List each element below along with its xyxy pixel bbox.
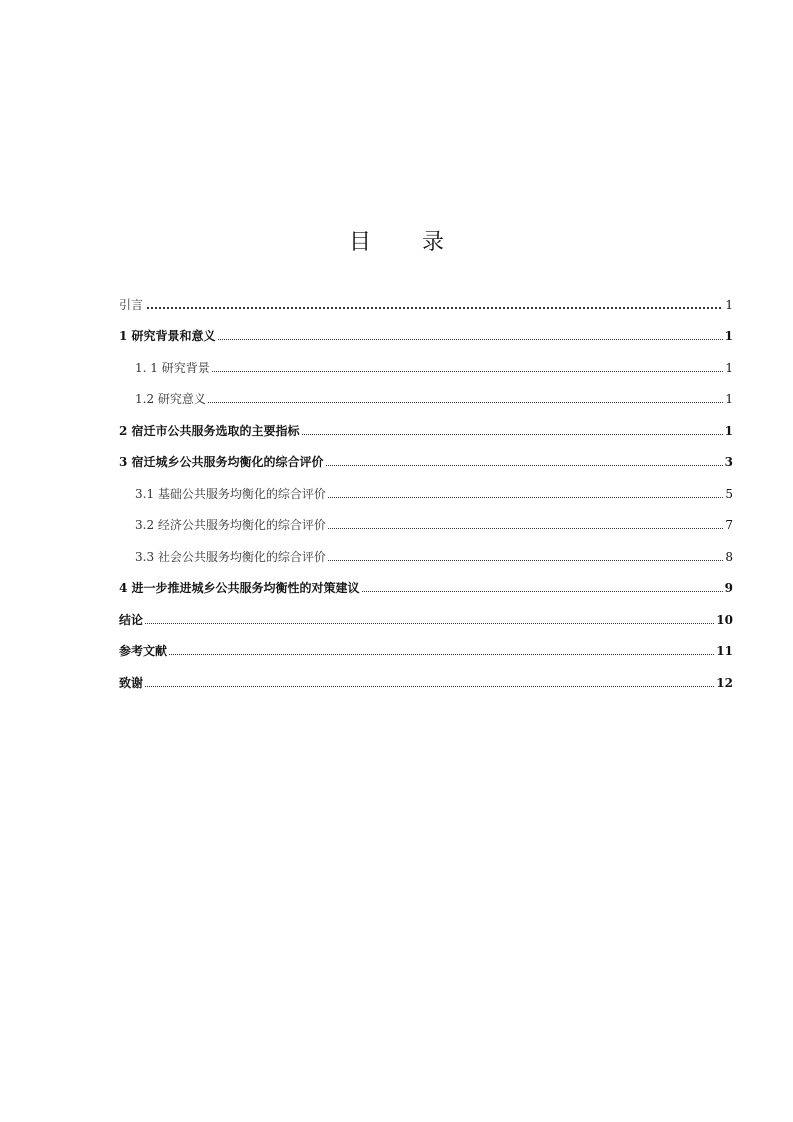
toc-entry-page: 10 (716, 612, 733, 627)
dot-leader (362, 590, 723, 592)
dot-leader (208, 401, 723, 403)
toc-entry-label: 2 宿迁市公共服务选取的主要指标 (119, 423, 300, 438)
toc-entry-label: 3.3 社会公共服务均衡化的综合评价 (135, 549, 326, 564)
toc-entry-page: 12 (716, 675, 733, 690)
toc-entry-label: 1 研究背景和意义 (119, 329, 216, 343)
toc-entry-section-1-1[interactable] (119, 344, 733, 376)
toc-entry-label: 3.1 基础公共服务均衡化的综合评价 (135, 486, 326, 501)
toc-entry-page: 1 (724, 423, 733, 438)
dot-leader (328, 559, 723, 561)
dot-leader (326, 464, 723, 466)
toc-entry-page: 3 (724, 455, 733, 469)
toc-entry-section-3-2[interactable] (119, 502, 733, 534)
toc-entry-section-3-3[interactable] (119, 533, 733, 565)
toc-entry-page: 7 (725, 518, 733, 532)
toc-entry-page: 1 (724, 329, 733, 343)
toc-entry-label: 3 宿迁城乡公共服务均衡化的综合评价 (119, 455, 324, 469)
dot-leader (302, 433, 723, 435)
toc-entry-introduction[interactable] (119, 281, 733, 313)
toc-entry-section-1-2[interactable] (119, 376, 733, 408)
dot-leader (218, 338, 723, 340)
toc-entry-page: 1 (725, 360, 733, 375)
toc-entry-label: 参考文献 (119, 644, 168, 658)
toc-entry-page: 9 (724, 581, 733, 595)
toc-entry-chapter-4[interactable] (119, 565, 733, 597)
dot-leader (212, 370, 724, 372)
toc-entry-conclusion[interactable] (119, 596, 733, 628)
toc-entry-page: 8 (725, 549, 733, 564)
dot-leader (145, 622, 714, 624)
toc-entry-references[interactable] (119, 628, 733, 660)
toc-entry-label: 1. 1 研究背景 (135, 360, 210, 375)
toc-entry-label: 1.2 研究意义 (135, 392, 206, 406)
toc-entry-chapter-1[interactable] (119, 313, 733, 345)
dot-leader (328, 527, 723, 529)
toc-entry-page: 5 (725, 486, 733, 501)
toc-entry-acknowledgements[interactable] (119, 659, 733, 691)
toc-title: 目 录 (349, 230, 466, 255)
toc-entry-label: 引言 (119, 297, 144, 312)
toc-entry-label: 4 进一步推进城乡公共服务均衡性的对策建议 (119, 581, 360, 595)
dot-leader (147, 306, 721, 309)
toc-entry-label: 3.2 经济公共服务均衡化的综合评价 (135, 518, 326, 532)
dot-leader (328, 496, 723, 498)
toc-entry-chapter-2[interactable] (119, 407, 733, 439)
toc-entry-section-3-1[interactable] (119, 470, 733, 502)
dot-leader (169, 653, 714, 655)
toc-entry-chapter-3[interactable] (119, 439, 733, 471)
toc-entry-page: 11 (716, 644, 733, 658)
dot-leader (145, 685, 714, 687)
toc-entry-page: 1 (725, 392, 733, 406)
toc-entry-page: 1 (725, 297, 733, 312)
toc-entry-label: 致谢 (119, 675, 144, 690)
table-of-contents (119, 281, 733, 691)
toc-entry-label: 结论 (119, 612, 144, 627)
